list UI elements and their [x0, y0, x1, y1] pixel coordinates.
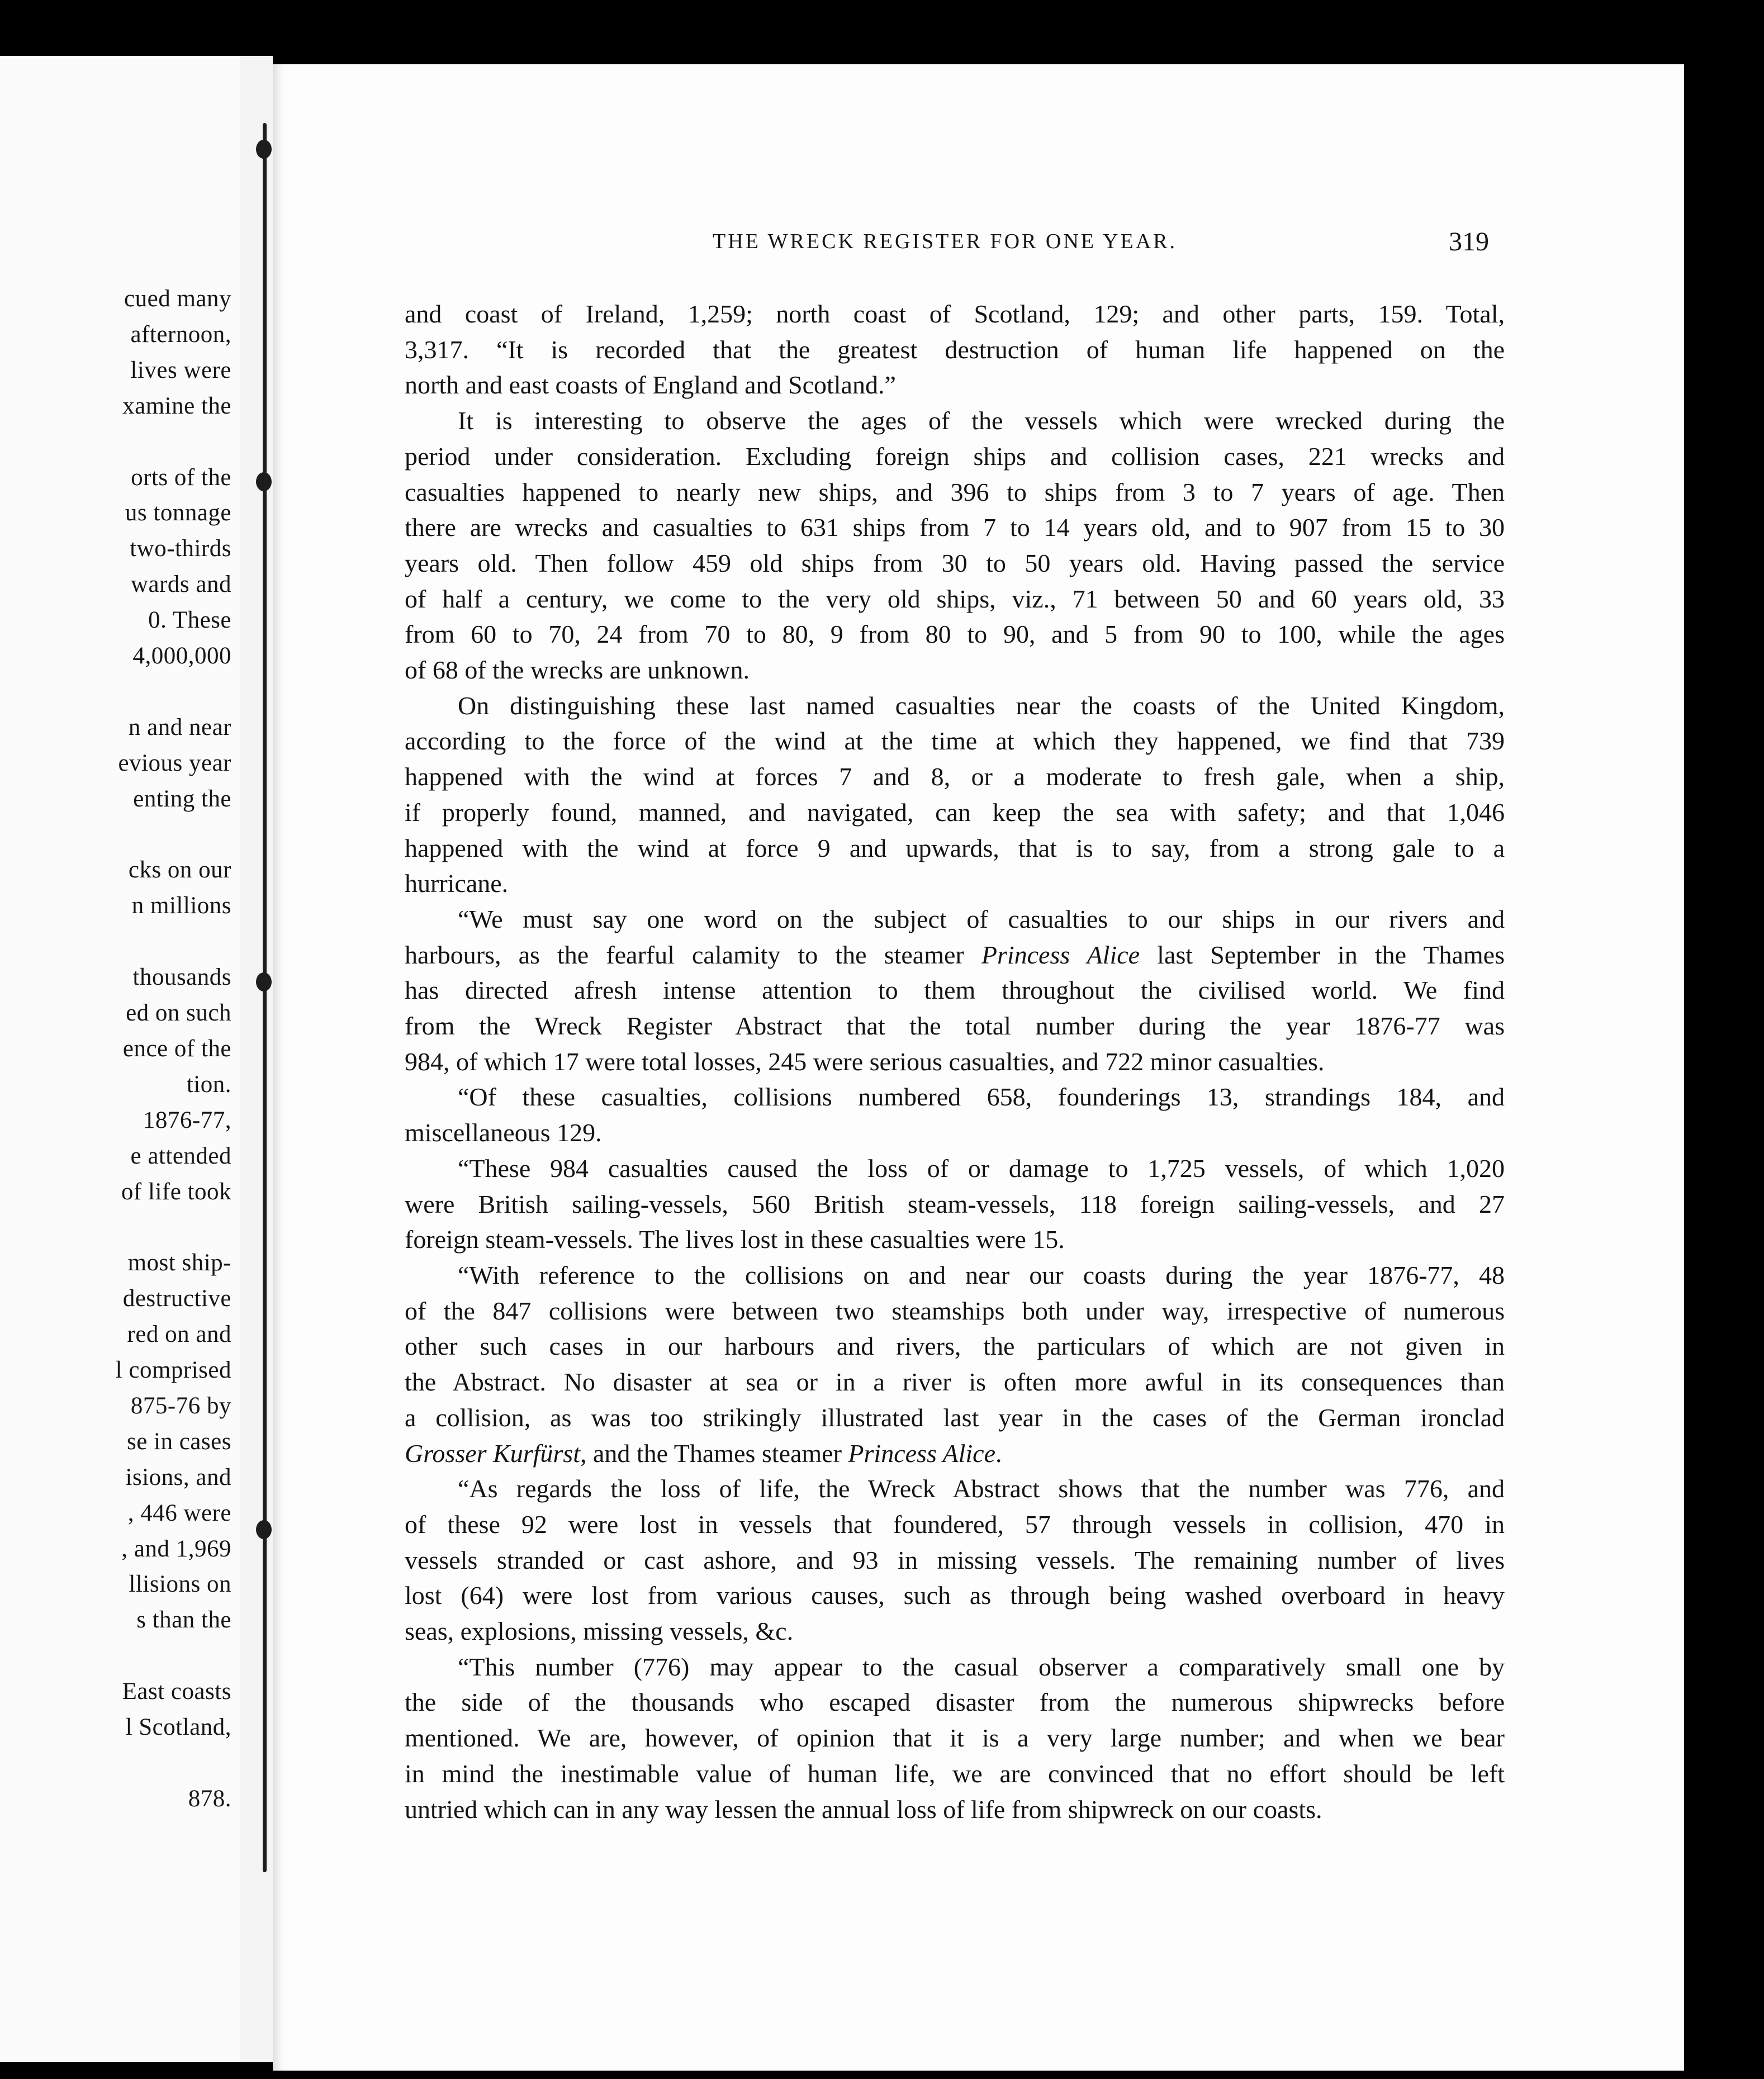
- left-page-line: orts of the: [131, 464, 231, 491]
- text-line: a collision, as was too strikingly illustrated last year in the cases of the German ironclad: [405, 1403, 1505, 1432]
- text-line: On distinguishing these last named casualties near the coasts of the United Kingdom,: [458, 691, 1505, 720]
- text-line: “With reference to the collisions on and near our coasts during the year 1876-77, 48: [458, 1260, 1505, 1289]
- text-line: It is interesting to observe the ages of the vessels which were wrecked during the: [458, 406, 1505, 435]
- text-line: there are wrecks and casualties to 631 ships from 7 to 14 years old, and to 907 from 15 to 30: [405, 513, 1505, 542]
- page-number: 319: [1449, 227, 1489, 257]
- binding-knot: [256, 140, 272, 159]
- left-page-line: l comprised: [115, 1357, 231, 1383]
- text-line: hurricane.: [405, 869, 509, 898]
- left-page-line: cks on our: [128, 857, 231, 884]
- left-page-line: of life took: [121, 1178, 231, 1205]
- text-line: happened with the wind at force 9 and upwards, that is to say, from a strong gale to a: [405, 833, 1505, 862]
- text-line: period under consideration. Excluding foreign ships and collision cases, 221 wrecks and: [405, 442, 1505, 471]
- text-line: foreign steam-vessels. The lives lost in these casualties were 15.: [405, 1225, 1065, 1254]
- text-line: seas, explosions, missing vessels, &c.: [405, 1617, 794, 1646]
- text-line: if properly found, manned, and navigated, can keep the sea with safety; and that 1,046: [405, 798, 1505, 827]
- text-line: lost (64) were lost from various causes, such as through being washed overboard in heavy: [405, 1581, 1505, 1610]
- text-line: according to the force of the wind at the time at which they happened, we find that 739: [405, 727, 1505, 756]
- text-line: and coast of Ireland, 1,259; north coast of Scotland, 129; and other parts, 159. Total,: [405, 300, 1505, 328]
- left-page-line: 878.: [188, 1785, 231, 1812]
- text-line: years old. Then follow 459 old ships from 30 to 50 years old. Having passed the service: [405, 548, 1505, 577]
- text-line: from the Wreck Register Abstract that the total number during the year 1876-77 was: [405, 1012, 1505, 1041]
- left-page-line: n and near: [128, 714, 231, 741]
- text-line: of 68 of the wrecks are unknown.: [405, 656, 750, 685]
- text-line: “Of these casualties, collisions numbered 658, founderings 13, strandings 184, and: [458, 1083, 1505, 1112]
- left-page-line: s than the: [136, 1607, 231, 1634]
- left-page-line: lives were: [130, 357, 231, 383]
- text-line: “As regards the loss of life, the Wreck Abstract shows that the number was 776, and: [458, 1474, 1505, 1503]
- left-page-line: xamine the: [122, 392, 231, 419]
- left-page-line: se in cases: [127, 1428, 231, 1455]
- left-page: [0, 56, 240, 2062]
- text-line: in mind the inestimable value of human life, we are convinced that no effort should be left: [405, 1759, 1505, 1788]
- left-page-line: , 446 were: [127, 1499, 231, 1526]
- left-page-line: enting the: [133, 785, 231, 812]
- left-page-line: thousands: [132, 964, 231, 991]
- left-page-line: ence of the: [122, 1035, 231, 1062]
- text-line: of half a century, we come to the very old ships, viz., 71 between 50 and 60 years old, 33: [405, 584, 1505, 613]
- text-line: the Abstract. No disaster at sea or in a river is often more awful in its consequences than: [405, 1368, 1505, 1397]
- text-line: the side of the thousands who escaped disaster from the numerous shipwrecks before: [405, 1688, 1505, 1717]
- text-line: other such cases in our harbours and rivers, the particulars of which are not given in: [405, 1332, 1505, 1361]
- left-page-line: evious year: [118, 749, 231, 776]
- binding-knot: [256, 1520, 272, 1539]
- text-line: from 60 to 70, 24 from 70 to 80, 9 from 80 to 90, and 5 from 90 to 100, while the ages: [405, 620, 1505, 649]
- text-line: “We must say one word on the subject of casualties to our ships in our rivers and: [458, 904, 1505, 933]
- left-page-line: East coasts: [122, 1678, 231, 1705]
- text-line: “These 984 casualties caused the loss of or damage to 1,725 vessels, of which 1,020: [458, 1154, 1505, 1183]
- text-line: 984, of which 17 were total losses, 245 were serious casualties, and 722 minor casualties.: [405, 1047, 1325, 1076]
- text-line: happened with the wind at forces 7 and 8, or a moderate to fresh gale, when a ship,: [405, 762, 1505, 791]
- text-line: 3,317. “It is recorded that the greatest destruction of human life happened on the: [405, 335, 1505, 364]
- left-page-line: l Scotland,: [125, 1714, 231, 1740]
- body-text: [405, 296, 1505, 1827]
- left-page-line: two-thirds: [130, 535, 231, 562]
- book-binding: [240, 56, 273, 2062]
- left-page-line: 4,000,000: [132, 643, 231, 669]
- left-page-line: cued many: [124, 286, 231, 312]
- text-line: untried which can in any way lessen the annual loss of life from shipwreck on our coasts.: [405, 1795, 1322, 1824]
- left-page-line: ed on such: [126, 1000, 231, 1026]
- left-page-line: 1876-77,: [143, 1107, 231, 1133]
- text-line: Grosser Kurfürst, and the Thames steamer Princess Alice.: [405, 1439, 1002, 1468]
- left-page-line: e attended: [130, 1142, 231, 1169]
- left-page-line: n millions: [131, 893, 231, 919]
- binding-knot: [256, 972, 272, 991]
- left-page-line: destructive: [122, 1285, 231, 1312]
- left-page-line: isions, and: [125, 1464, 231, 1491]
- running-head: THE WRECK REGISTER FOR ONE YEAR.: [713, 230, 1177, 253]
- text-line: were British sailing-vessels, 560 British steam-vessels, 118 foreign sailing-vessels, and 27: [405, 1189, 1505, 1218]
- left-page-line: tion.: [186, 1071, 231, 1098]
- left-page-line: 875-76 by: [130, 1392, 231, 1419]
- left-page-line: wards and: [130, 571, 231, 598]
- left-page-line: us tonnage: [125, 500, 231, 526]
- text-line: “This number (776) may appear to the casual observer a comparatively small one by: [458, 1652, 1505, 1681]
- left-page-line: red on and: [127, 1321, 231, 1348]
- left-page-line: afternoon,: [130, 321, 231, 348]
- text-line: vessels stranded or cast ashore, and 93 in missing vessels. The remaining number of lives: [405, 1545, 1505, 1574]
- text-line: has directed afresh intense attention to them throughout the civilised world. We find: [405, 976, 1505, 1005]
- left-page-line: 0. These: [148, 607, 231, 634]
- text-line: of the 847 collisions were between two steamships both under way, irrespective of numerous: [405, 1296, 1505, 1325]
- text-line: miscellaneous 129.: [405, 1118, 602, 1147]
- text-line: harbours, as the fearful calamity to the steamer Princess Alice last September in the Thames: [405, 940, 1505, 969]
- binding-thread: [263, 123, 267, 1872]
- text-line: mentioned. We are, however, of opinion that it is a very large number; and when we bear: [405, 1724, 1505, 1753]
- binding-knot: [256, 472, 272, 491]
- text-line: of these 92 were lost in vessels that foundered, 57 through vessels in collision, 470 in: [405, 1510, 1505, 1539]
- text-line: north and east coasts of England and Scotland.”: [405, 371, 896, 400]
- left-page-line: llisions on: [129, 1571, 231, 1598]
- left-page-line: most ship-: [127, 1250, 231, 1276]
- left-page-line: , and 1,969: [121, 1535, 231, 1562]
- text-line: casualties happened to nearly new ships, and 396 to ships from 3 to 7 years of age. Then: [405, 477, 1505, 506]
